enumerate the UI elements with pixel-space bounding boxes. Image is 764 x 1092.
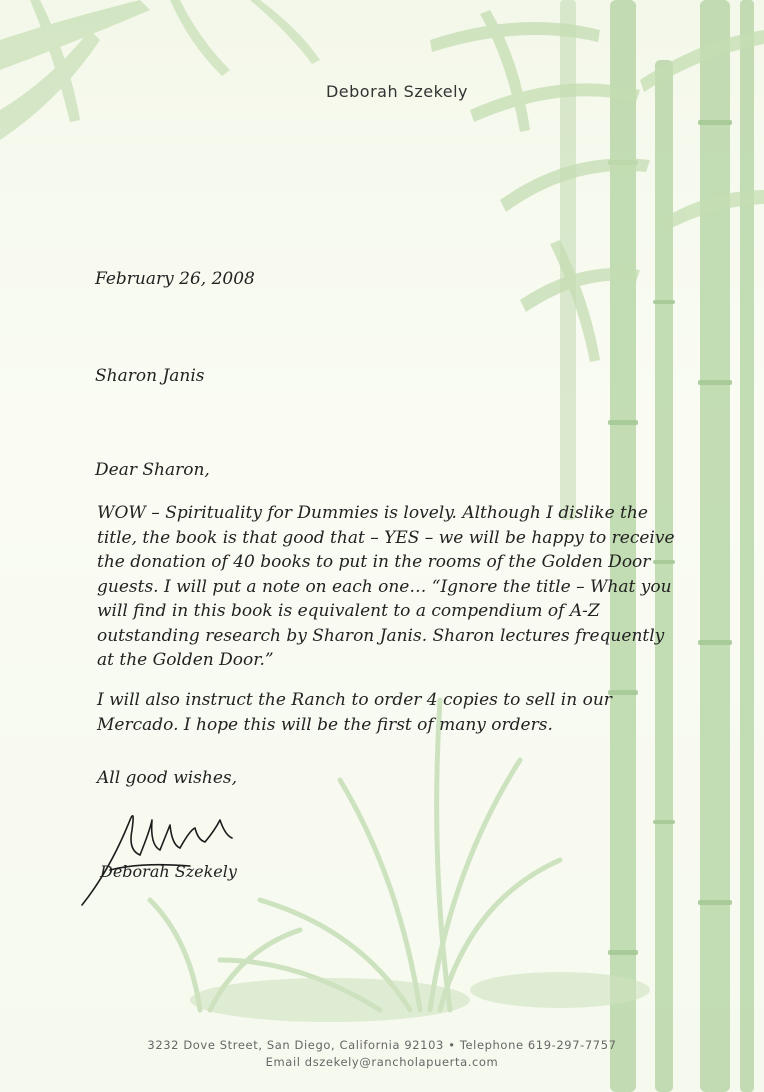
letterhead-name: Deborah Szekely <box>325 82 469 101</box>
letter-date: February 26, 2008 <box>95 269 255 289</box>
signature-name: Deborah Szekely <box>100 862 237 881</box>
handwritten-signature <box>80 800 260 910</box>
footer-address: 3232 Dove Street, San Diego, California 92103 • Telephone 619-297-7757 <box>147 1038 617 1052</box>
salutation: Dear Sharon, <box>95 460 210 480</box>
closing: All good wishes, <box>97 768 238 788</box>
footer-email: Email dszekely@rancholapuerta.com <box>265 1055 499 1069</box>
body-paragraph-1: WOW – Spirituality for Dummies is lovely. Although I dislike the title, the book is that good that – YES – we will be happy to receive the donation of 40 books to put in the rooms of the Golden Door guests. I will put a note on each one… “Ignore the title – What you will find in this book is equivalent to a compendium of A-Z outstanding research by Sharon Janis. Sharon lectures frequently at the Golden Door.” <box>97 503 675 670</box>
body-paragraph-2: I will also instruct the Ranch to order 4 copies to sell in our Mercado. I hope this will be the first of many orders. <box>97 690 612 735</box>
recipient-name: Sharon Janis <box>95 366 205 386</box>
